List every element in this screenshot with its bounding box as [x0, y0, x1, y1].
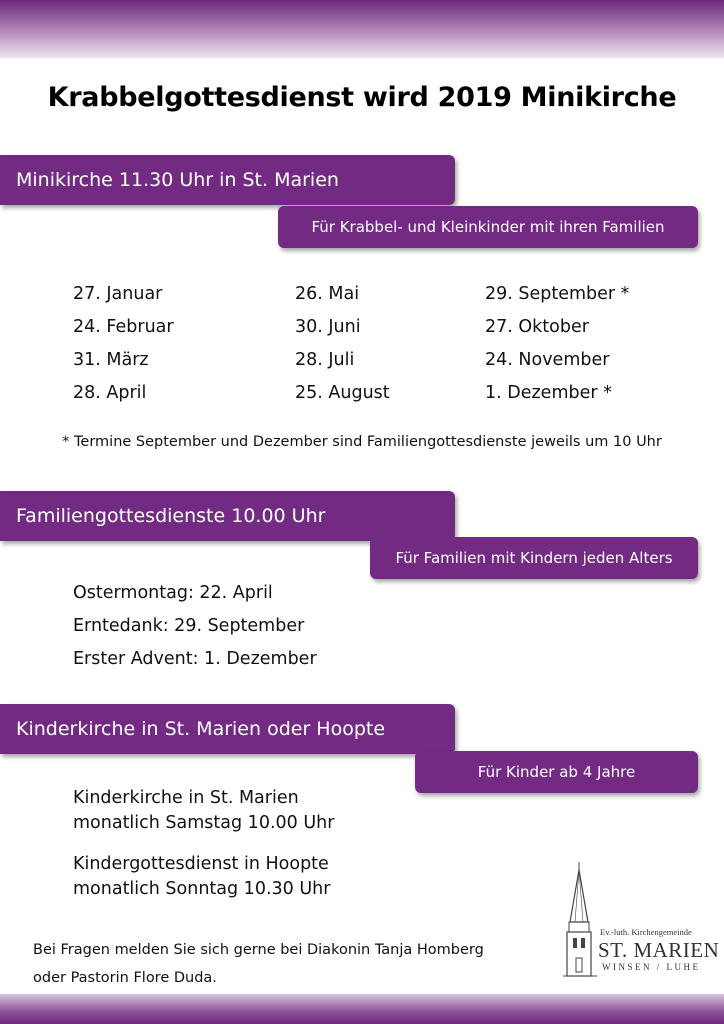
date-item: 24. November [485, 350, 610, 370]
section-heading-familiengottesdienste [0, 491, 455, 541]
info-line: Kindergottesdienst in Hoopte [73, 854, 329, 874]
date-column-1 [73, 278, 174, 410]
section-subheading-text: Für Krabbel- und Kleinkinder mit ihren Familien [311, 218, 665, 236]
date-item: 28. Juli [295, 350, 355, 370]
contact-line: Bei Fragen melden Sie sich gerne bei Diakonin Tanja Homberg [33, 942, 484, 958]
date-item: 26. Mai [295, 284, 360, 304]
date-item: 27. Oktober [485, 317, 589, 337]
church-logo [563, 860, 720, 980]
section-heading-text: Familiengottesdienste 10.00 Uhr [16, 505, 326, 527]
date-column-2 [295, 278, 390, 410]
section-subheading-kinderkirche [415, 751, 698, 793]
date-item: 24. Februar [73, 317, 174, 337]
page-title: Krabbelgottesdienst wird 2019 Minikirche [47, 82, 677, 113]
date-item: 30. Juni [295, 317, 361, 337]
bottom-decor-band [0, 994, 724, 1024]
logo-location: WINSEN / LUHE [602, 962, 701, 972]
top-decor-band [0, 0, 724, 58]
section-subheading-familiengottesdienste [370, 537, 698, 579]
date-item: 1. Dezember * [485, 383, 612, 403]
section-subheading-text: Für Kinder ab 4 Jahre [477, 763, 636, 781]
date-item: 31. März [73, 350, 149, 370]
date-column-3 [485, 278, 629, 410]
section-subheading-text: Für Familien mit Kindern jeden Alters [395, 549, 673, 567]
service-list [73, 577, 317, 676]
section-subheading-minikirche [278, 206, 698, 248]
service-item: Ostermontag: 22. April [73, 583, 273, 603]
contact-info [33, 936, 484, 992]
kindergottesdienst-block [73, 852, 330, 902]
section-heading-minikirche [0, 155, 455, 205]
logo-name: ST. MARIEN [598, 938, 720, 962]
contact-line: oder Pastorin Flore Duda. [33, 970, 217, 986]
service-item: Erster Advent: 1. Dezember [73, 649, 317, 669]
section-heading-text: Minikirche 11.30 Uhr in St. Marien [16, 169, 339, 191]
date-item: 29. September * [485, 284, 630, 304]
section-heading-text: Kinderkirche in St. Marien oder Hoopte [16, 718, 386, 740]
kinderkirche-block [73, 786, 334, 836]
date-item: 27. Januar [73, 284, 163, 304]
logo-subtitle: Ev.-luth. Kirchengemeinde [600, 927, 692, 937]
section-heading-kinderkirche [0, 704, 455, 754]
info-line: monatlich Samstag 10.00 Uhr [73, 813, 335, 833]
info-line: monatlich Sonntag 10.30 Uhr [73, 879, 331, 899]
info-line: Kinderkirche in St. Marien [73, 788, 299, 808]
date-item: 28. April [73, 383, 147, 403]
date-item: 25. August [295, 383, 390, 403]
service-item: Erntedank: 29. September [73, 616, 305, 636]
church-tower-icon [563, 860, 599, 980]
footnote: * Termine September und Dezember sind Familiengottesdienste jeweils um 10 Uhr [62, 434, 662, 450]
